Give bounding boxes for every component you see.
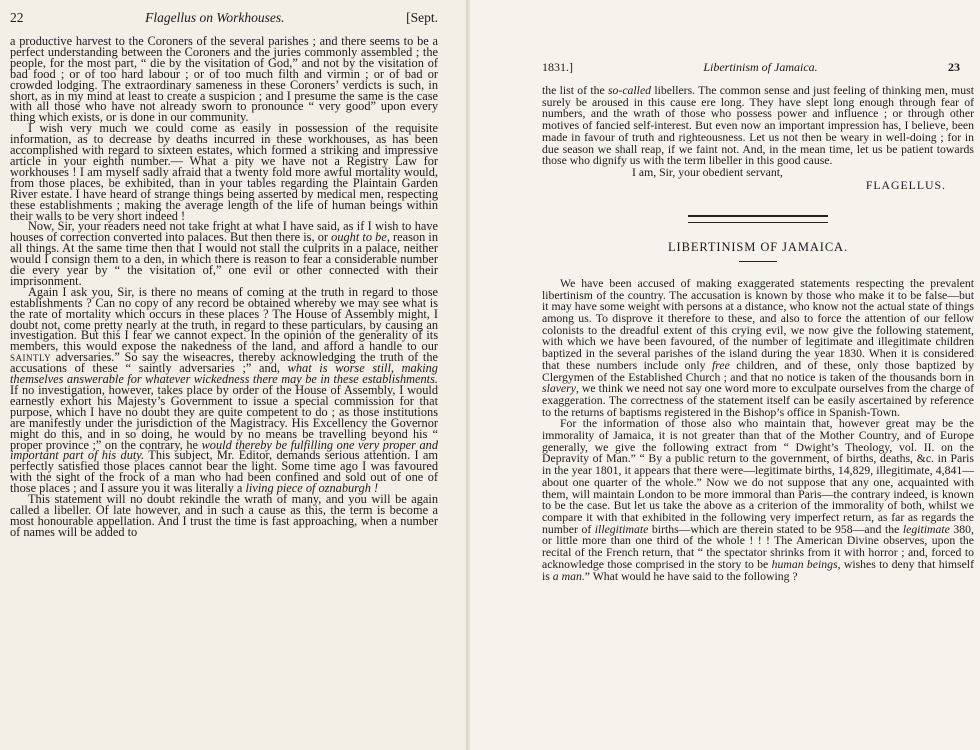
italic-text: living piece of oznaburgh ! xyxy=(245,481,379,496)
right-paragraph-2: For the information of those also who maintain that, however great may be the immorality of Jamaica, it is not greater than that of the Mother Country, and of Europe generally, we give the following extract from “ Dwight’s Theology, vol. II. on the Depravity of Man.” “ By a public return to the government, of births, deaths, &c. in Paris in the year 1801, it appears that there were—legitimate births, 14,829, illegitimate, 4,841—about one quarter of the whole.” Now we do not suppose that any one, acquainted with them, will maintain London to be more immoral than Paris—the contrary indeed, is known to be the case. But let us take the above as a criterion of the immorality of both, whilst we compare it with that exhibited in the following very imperfect return, as far as regards the number of illegitimate births—which are therein stated to be 958—and the legitimate 380, or little more than one third of the whole ! ! ! The American Divine observes, upon the recital of the French return, that “ the spectator shrinks from it with horror ; and, forced to acknowledge those comprised in the story to be human beings, wishes to deny that himself is a man.” What would he have said to the following ? xyxy=(542,417,974,583)
left-page-header xyxy=(10,10,438,26)
left-month: [Sept. xyxy=(406,10,438,25)
double-rule xyxy=(688,215,828,223)
section-divider xyxy=(542,215,974,223)
left-paragraph-4: Again I ask you, Sir, is there no means of coming at the truth in regard to those establishments ? Can no copy of any record be obtained whereby we may see what is the rate of mortality which occurs in these places ? The House of Assembly might, I doubt not, come pretty nearly at the truth, in regard to these particulars, by causing an investigation. But this I fear we cannot expect. In the opinion of the generality of its members, this would expose the nakedness of the land, and afford a handle to our saintly adversaries.” So say the wiseacres, thereby acknowledging the truth of the accusations of these “ saintly adversaries ;” and, what is worse still, making themselves answerable for whatever wickedness there may be in these establishments. If no investigation, however, takes place by order of the House of Assembly, I would earnestly exhort his Majesty’s Government to issue a special commission for that purpose, which I have no doubt they are quite competent to do ; as those institutions are manifestly under the jurisdiction of the Magistracy. His Excellency the Governor might do this, and in so doing, he would by no means be travelling beyond his “ proper province ;” on the contrary, he would thereby be fulfilling one very proper and important part of his duty. This subject, Mr. Editor, demands serious attention. I am perfectly satisfied those places cannot bear the light. Some time ago I was favoured with the sight of the frock of a man who had been confined and sold out of one of those places ; and I assure you it was literally a living piece of oznaburgh ! xyxy=(10,284,439,496)
italic-text: human beings xyxy=(771,557,838,571)
left-paragraph-2: I wish very much we could come as easily in possession of the requisite information, as to decrease by deaths incurred in these workhouses, as has been accomplished with regard to sixteen estates, which formed a striking and impressive article in your eighth number.— What a pity we have not a Registry Law for workhouses ! I am myself sadly afraid that a twenty fold more awful mortality would, from those places, be exhibited, than in your tables regarding the Plaintain Garden River estate. I have heard of strange things being asserted by medical men, respecting these establishments ; making the average length of the life of human beings within their walls to be very short indeed ! xyxy=(10,121,438,223)
left-page xyxy=(0,0,468,750)
left-paragraph-3: Now, Sir, your readers need not take fright at what I have said, as if I wish to have houses of correction converted into palaces. But then there is, or ought to be, reason in all things. At the same time then that I would not stall the culprits in a palace, neither would I consign them to a den, in which there is reason to fear a considerable number die every year by “ the visitation of,” one evil or other connected with their imprisonment. xyxy=(10,219,439,288)
italic-text: so-called xyxy=(607,84,652,97)
smallcaps-text: saintly xyxy=(10,350,52,365)
italic-text: a man. xyxy=(552,569,585,583)
section-title: LIBERTINISM OF JAMAICA. xyxy=(667,239,849,254)
right-paragraph-1: We have been accused of making exaggerated statements respecting the prevalent libertinism of the country. The accusation is known by those who make it to be false—but it may have some weight with persons at a distance, who know not the actual state of things among us. To disprove it therefore to these, and also to force the attention of our fellow colonists to the dreadful extent of this crying evil, we now give the following statement, with which we have been favoured, of the number of legitimate and illegitimate children baptized in the several parishes of the island during the year 1830. When it is considered that these numbers include only free children, and of these, only those baptized by Clergymen of the Established Church ; and that no notice is taken of the thousands born in slavery, we think we need not say one word more to exculpate ourselves from the charge of exaggeration. The correctness of the statement itself can be easily ascertained by reference to the returns of baptisms registered in the Bishop’s office in Spanish-Town. xyxy=(542,276,975,419)
italic-text: free xyxy=(712,358,730,372)
right-continuation: the list of the so-called libellers. The common sense and just feeling of thinking men, must surely be aroused in this cause ere long. They have slept long enough through fear of numbers, and the wrath of those who possess power and influence ; or through other motives of fancied self-interest. But even now an important impression has, I believe, been made in favour of truth and righteousness. Let us not then be weary in well-doing ; for in due season we shall reap, if we faint not. And, in the mean time, let us be patient towards those who dignify us with the term libeller in this good cause. xyxy=(542,84,975,168)
italic-text: slavery xyxy=(542,382,576,396)
italic-text: would thereby be fulfilling one very proper and important part of his duty. xyxy=(10,437,438,463)
right-page-header xyxy=(542,60,974,75)
italic-text: ought to be xyxy=(331,230,387,245)
letter-closing: I am, Sir, your obedient servant, xyxy=(632,165,783,179)
right-year: 1831.] xyxy=(542,60,573,74)
italic-text: legitimate xyxy=(902,522,950,536)
left-paragraph-1: a productive harvest to the Coroners of the several parishes ; and there seems to be a perfect understanding between the Coroners and the juries commonly assembled ; the people, for the most part, “ die by the visitation of God,” and not by the visitation of bad food ; or of too hard labour ; or of too much filth and virmin ; or of bad or crowded lodging. The extraordinary sameness in these Coroners’ verdicts is such, in short, as in my mind at least to create a suspicion ; and I presume the same is the case with all those who have not already sworn to pronounce “ very good” upon every thing which exists, or is done in our community. xyxy=(10,34,438,125)
right-running-title: Libertinism of Jamaica. xyxy=(703,60,818,74)
left-running-title: Flagellus on Workhouses. xyxy=(145,10,285,25)
right-page xyxy=(470,0,980,750)
left-body xyxy=(10,36,438,538)
letter-signature: FLAGELLUS. xyxy=(865,178,946,192)
left-page-number: 22 xyxy=(10,10,24,25)
right-page-number: 23 xyxy=(947,60,960,74)
italic-text: illegitimate xyxy=(594,522,649,536)
left-paragraph-5: This statement will no doubt rekindle the wrath of many, and you will be again called a libeller. Of late however, and in such a cause as this, the term is become a most honourable appellation. And I trust the time is fast approaching, when a number of names will be added to xyxy=(10,492,438,539)
short-rule xyxy=(739,261,777,262)
italic-text: what is worse still, making themselves answerable for whatever wickedness there may be in these establishments. xyxy=(10,361,438,387)
